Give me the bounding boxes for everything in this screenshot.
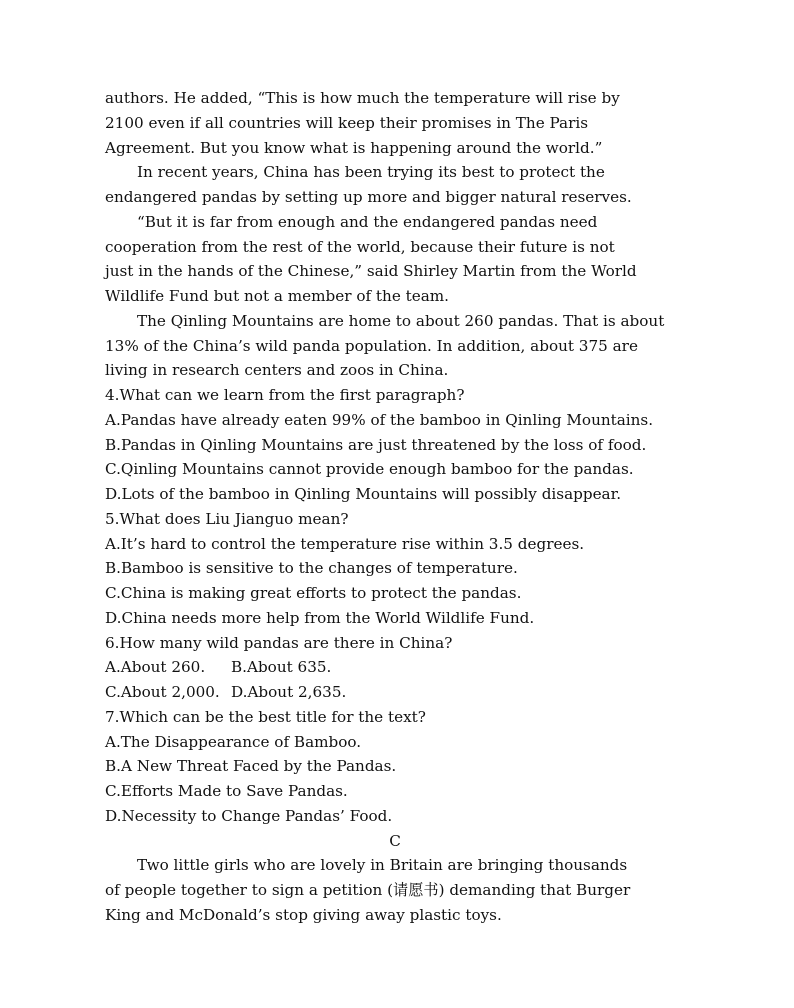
answer-option: C.Efforts Made to Save Pandas. xyxy=(105,782,348,800)
answer-option: B.Pandas in Qinling Mountains are just threatened by the loss of food. xyxy=(105,435,647,454)
text-line: Agreement. But you know what is happening around the world.” xyxy=(105,138,603,157)
answer-option: D.Necessity to Change Pandas’ Food. xyxy=(105,806,393,825)
answer-option: C.China is making great efforts to protect the pandas. xyxy=(105,584,522,602)
answer-option-row xyxy=(105,680,685,705)
passage-b-paragraph-2 xyxy=(105,160,685,210)
answer-option: A.It’s hard to control the temperature rise within 3.5 degrees. xyxy=(105,534,585,553)
text-line: of people together to sign a petition (请愿书) demanding that Burger xyxy=(105,881,631,899)
answer-option: D.China needs more help from the World Wildlife Fund. xyxy=(105,608,535,627)
text-line: cooperation from the rest of the world, because their future is not xyxy=(105,237,615,256)
answer-option: A.About 260. xyxy=(105,658,206,677)
passage-b-paragraph-3 xyxy=(105,210,685,309)
text-line: endangered pandas by setting up more and bigger natural reserves. xyxy=(105,188,632,206)
text-line: Two little girls who are lovely in Britain are bringing thousands xyxy=(137,856,628,875)
question-4 xyxy=(105,383,685,507)
text-line: Wildlife Fund but not a member of the team. xyxy=(105,287,450,305)
text-line: King and McDonald’s stop giving away plastic toys. xyxy=(105,905,502,924)
document-content xyxy=(105,86,685,928)
section-heading: C xyxy=(389,831,401,850)
text-line: “But it is far from enough and the endangered pandas need xyxy=(137,212,598,231)
answer-option-row xyxy=(105,655,685,680)
question-7 xyxy=(105,705,685,829)
answer-option: A.Pandas have already eaten 99% of the bamboo in Qinling Mountains. xyxy=(105,410,654,429)
passage-b-paragraph-4 xyxy=(105,309,685,383)
text-line: 13% of the China’s wild panda population. In addition, about 375 are xyxy=(105,336,638,355)
answer-option: D.Lots of the bamboo in Qinling Mountains will possibly disappear. xyxy=(105,485,622,503)
question-stem: 4.What can we learn from the first paragraph? xyxy=(105,386,465,404)
answer-option: D.About 2,635. xyxy=(231,683,347,701)
answer-option: A.The Disappearance of Bamboo. xyxy=(105,732,362,751)
question-stem: 5.What does Liu Jianguo mean? xyxy=(105,509,349,528)
question-stem: 7.Which can be the best title for the text? xyxy=(105,707,426,726)
question-5 xyxy=(105,507,685,631)
answer-option: B.About 635. xyxy=(231,658,332,677)
text-line: 2100 even if all countries will keep their promises in The Paris xyxy=(105,113,589,132)
text-line: In recent years, China has been trying its best to protect the xyxy=(137,163,605,182)
text-line: authors. He added, “This is how much the temperature will rise by xyxy=(105,89,620,107)
text-line: just in the hands of the Chinese,” said Shirley Martin from the World xyxy=(105,262,637,281)
answer-option: B.Bamboo is sensitive to the changes of temperature. xyxy=(105,559,518,578)
passage-b-paragraph-1 xyxy=(105,86,685,160)
answer-option: B.A New Threat Faced by the Pandas. xyxy=(105,757,397,776)
answer-option: C.About 2,000. xyxy=(105,683,220,701)
question-stem: 6.How many wild pandas are there in China? xyxy=(105,633,453,652)
text-line: The Qinling Mountains are home to about 260 pandas. That is about xyxy=(137,311,665,330)
question-6 xyxy=(105,631,685,705)
section-c-paragraph-1 xyxy=(105,853,685,927)
answer-option: C.Qinling Mountains cannot provide enough bamboo for the pandas. xyxy=(105,460,634,479)
text-line: living in research centers and zoos in China. xyxy=(105,361,449,380)
